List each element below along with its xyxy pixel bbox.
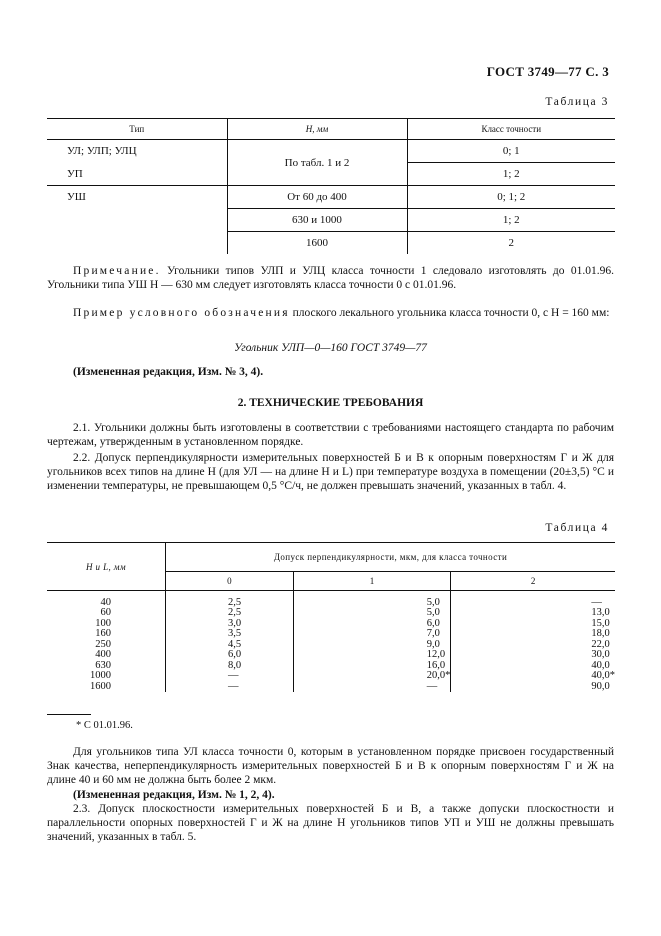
table4-header-row (47, 543, 615, 572)
table-cell: 3,5 (166, 629, 294, 640)
table-cell: 630 (95, 659, 112, 671)
table-cell: 1000 (90, 670, 112, 681)
table-cell: 1600 (90, 680, 112, 692)
table3-header-h: Н, мм (227, 119, 407, 140)
table-cell: 12,0 (293, 650, 451, 661)
table-cell: УЛ; УЛП; УЛЦ (67, 145, 137, 158)
table-cell: 0; 1; 2 (407, 186, 615, 209)
table4-header-group: Допуск перпендикулярности, мкм, для класса точности (166, 543, 615, 572)
table-row (47, 598, 615, 609)
table-cell: 0; 1 (407, 140, 615, 163)
table3-note (47, 264, 614, 292)
example-label: Пример условного обозначения (73, 307, 290, 319)
table-cell: 160 (95, 628, 112, 639)
table3-header-type: Тип (47, 119, 227, 140)
revision-note-2: (Измененная редакция, Изм. № 1, 2, 4). (73, 789, 275, 801)
table4-header-class-1: 1 (293, 572, 451, 591)
table-cell: От 60 до 400 (227, 186, 407, 209)
table-cell: 4,5 (166, 640, 294, 651)
table-row (47, 209, 615, 232)
note-label: Примечание. (73, 265, 161, 277)
table-row (47, 186, 615, 209)
example-paragraph (47, 306, 614, 320)
table-cell: 100 (95, 617, 112, 629)
table-row (47, 650, 615, 661)
note-text: Угольники типов УЛП и УЛЦ класса точности 1 следовало изготовлять до 01.01.96. Угольники типа УШ Н — 630 мм следует изготовлять класса точности 0 с 01.01.96. (47, 265, 614, 291)
table4-caption: Таблица 4 (545, 522, 609, 534)
table3-header-row (47, 119, 615, 140)
table-row (47, 661, 615, 672)
table4 (47, 542, 615, 692)
table-cell: 90,0 (451, 682, 615, 693)
table-cell: 20,0* (293, 671, 451, 682)
footnote: * С 01.01.96. (76, 720, 133, 731)
table-cell: 2,5 (166, 598, 294, 609)
table-cell: — (166, 671, 294, 682)
table-cell: — (293, 682, 451, 693)
paragraph-2-3: 2.3. Допуск плоскостности измерительных поверхностей Б и В, а также допуски плоскостности и параллельности опорных поверхностей Г и Ж на длине Н угольников типов УП и УШ не должны превышать значений, указанных в табл. 5. (47, 803, 614, 843)
table-cell: 5,0 (293, 608, 451, 619)
table-cell: — (451, 598, 615, 609)
table-row (47, 232, 615, 255)
table-cell: 3,0 (166, 619, 294, 630)
table-cell: 2,5 (166, 608, 294, 619)
table-cell: 15,0 (451, 619, 615, 630)
table-cell: 250 (95, 638, 112, 650)
table-row (47, 629, 615, 640)
table-cell: 1; 2 (407, 209, 615, 232)
paragraph-2-1: 2.1. Угольники должны быть изготовлены в соответствии с требованиями настоящего стандарта по рабочим чертежам, утвержденным в установленном порядке. (47, 422, 614, 448)
table-cell: 2 (407, 232, 615, 255)
table-cell: УП (47, 163, 227, 186)
table-cell: 1600 (227, 232, 407, 255)
table-cell: По табл. 1 и 2 (227, 140, 407, 186)
paragraph-2-2: 2.2. Допуск перпендикулярности измерительных поверхностей Б и В к опорным поверхностям Г и Ж для угольников всех типов на длине Н (для УЛ — на длине Н и L) при температуре воздуха в помещении (20±3,5) °С и изменении температуры, не превышающем 0,5 °С/ч, не должен превышать значений, указанных в табл. 4. (47, 452, 614, 492)
table-cell: 9,0 (293, 640, 451, 651)
section-title: 2. ТЕХНИЧЕСКИЕ ТРЕБОВАНИЯ (237, 397, 424, 409)
table-row (47, 608, 615, 619)
table-cell: 8,0 (166, 661, 294, 672)
paragraph-ul: Для угольников типа УЛ класса точности 0, которым в установленном порядке присвоен государственный Знак качества, неперпендикулярность измерительных поверхностей Б и В к опорным поверхностям Г и Ж на длине 40 и 60 мм не должна быть более 2 мкм. (47, 746, 614, 786)
table-cell: 5,0 (293, 598, 451, 609)
table-cell (47, 209, 227, 232)
footnote-separator (47, 714, 91, 715)
table-row (47, 140, 615, 163)
table-row (47, 619, 615, 630)
table-cell: 7,0 (293, 629, 451, 640)
revision-note-1: (Измененная редакция, Изм. № 3, 4). (73, 366, 264, 378)
table-cell: — (166, 682, 294, 693)
table-cell: 13,0 (451, 608, 615, 619)
table4-header-hl: Н и L, мм (47, 543, 166, 591)
table-cell: 60 (100, 607, 112, 618)
table3-header-class: Класс точности (407, 119, 615, 140)
table-cell: 30,0 (451, 650, 615, 661)
example-text: плоского лекального угольника класса точности 0, с Н = 160 мм: (289, 307, 610, 319)
table-cell: 6,0 (293, 619, 451, 630)
table-cell: 400 (95, 649, 112, 660)
table-row (47, 640, 615, 651)
table3-caption: Таблица 3 (545, 96, 609, 108)
table-cell: УШ (67, 191, 86, 204)
page-header: ГОСТ 3749—77 С. 3 (486, 64, 609, 79)
table-cell: 40,0* (451, 671, 615, 682)
table-cell: 40 (100, 596, 112, 608)
table3 (47, 118, 615, 254)
table-cell: 6,0 (166, 650, 294, 661)
table-cell: 630 и 1000 (227, 209, 407, 232)
table-cell: 1; 2 (407, 163, 615, 186)
table-row (47, 682, 615, 693)
table-cell: 40,0 (451, 661, 615, 672)
table-cell: 22,0 (451, 640, 615, 651)
example-designation: Угольник УЛП—0—160 ГОСТ 3749—77 (234, 342, 427, 354)
table4-header-class-2: 2 (451, 572, 615, 591)
table-cell (47, 232, 227, 255)
table-row (47, 671, 615, 682)
table4-header-class-0: 0 (166, 572, 294, 591)
table-cell: 16,0 (293, 661, 451, 672)
table-cell: 18,0 (451, 629, 615, 640)
